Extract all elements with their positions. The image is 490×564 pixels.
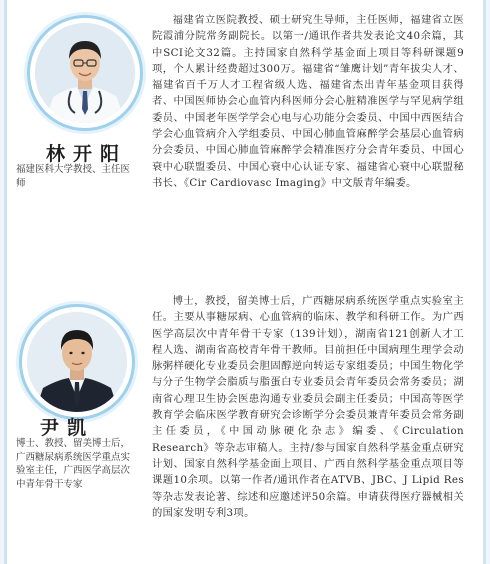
profile-lin-kaiyang bbox=[0, 0, 490, 275]
person-name: 林开阳 bbox=[46, 143, 128, 165]
person-bio bbox=[152, 12, 464, 191]
portrait-frame bbox=[30, 18, 140, 128]
person-bio bbox=[152, 293, 464, 521]
bio-paragraph: 福建省立医院教授、硕士研究生导师，主任医师，福建省立医院霞浦分院常务副院长。以第一/通讯作者共发表论文40余篇，其中SCI论文32篇。主持国家自然科学基金面上项目等科研课题9项，个人累计经费超过300万。福建省“雏鹰计划”青年拔尖人才、福建省百千万人才工程省级人选、福建省杰出青年基金项目获得者、中国医师协会心血管内科医师分会心脏精准医学与罕见病学组委员、中国老年医学学会心电与心功能分会委员、中国中西医结合学会心血管病介入学组委员、中国心肺血管麻醉学会基层心血管病分会委员、中国心肺血管麻醉学会精准医疗分会青年委员、中国心衰中心联盟委员、中国心衰中心认证专家、福建省心衰中心联盟秘书长、《Cir Cardiovasc Imaging》中文版青年编委。 bbox=[152, 14, 464, 189]
person-title: 博士、教授、留美博士后，广西糖尿病系统医学重点实验室主任，广西医学高层次中青年骨干专家 bbox=[16, 438, 131, 490]
person-name: 尹凯 bbox=[40, 417, 95, 439]
doctor-portrait-photo bbox=[27, 312, 127, 412]
person-title: 福建医科大学教授、主任医师 bbox=[16, 164, 131, 189]
profile-yin-kai bbox=[0, 285, 490, 564]
doctor-portrait-photo bbox=[35, 23, 135, 123]
portrait-frame bbox=[22, 307, 132, 417]
bio-paragraph: 博士，教授，留美博士后，广西糖尿病系统医学重点实验室主任。主要从事糖尿病、心血管病的临床、教学和科研工作。为广西医学高层次中青年骨干专家（139计划），湖南省121创新人才工程人选、湖南省高校青年骨干教师。目前担任中国病理生理学会动脉粥样硬化专业委员会胆固醇逆向转运专家组委员；中国生物化学与分子生物学会脂质与脂蛋白专业委员会青年委员会常务委员；湖南省心理卫生协会医患沟通专业委员会副主任委员；中国高等医学教育学会临床医学教育研究会诊断学分会委员兼青年委员会常务副主任委员，《中国动脉硬化杂志》编委、《Circulation Research》等杂志审稿人。主持/参与国家自然科学基金重点研究计划、国家自然科学基金面上项目、广西自然科学基金重点项目等课题10余项。以第一作者/通讯作者在ATVB、JBC、J Lipid Res等杂志发表论著、综述和应邀述评50余篇。申请获得医疗器械相关的国家发明专利3项。 bbox=[152, 295, 464, 519]
